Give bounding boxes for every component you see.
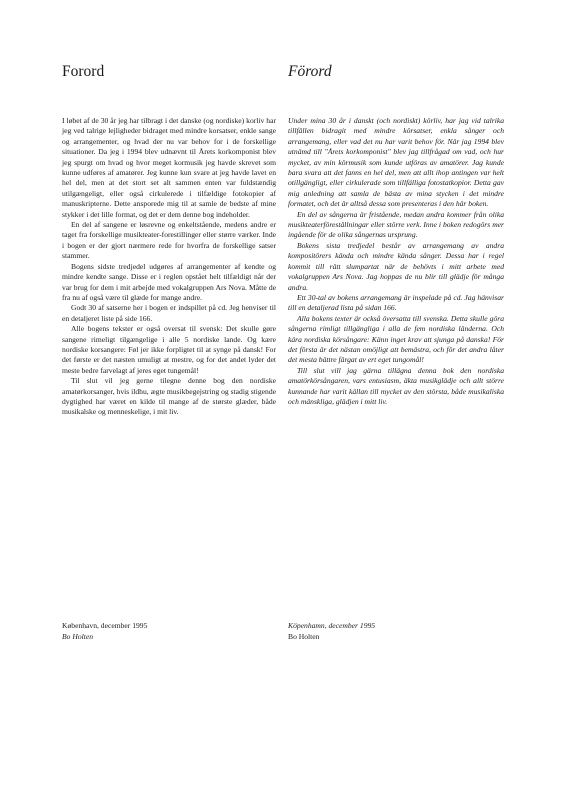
danish-author: Bo Holten <box>62 632 94 641</box>
danish-paragraph: Godt 30 af satserne her i bogen er indspillet på cd. Jeg henviser til en detaljeret liste på side 166. <box>62 303 276 323</box>
swedish-place-date: Köpenhamn, december 1995 <box>288 621 376 630</box>
danish-signature <box>62 620 147 642</box>
swedish-title: Förord <box>288 63 332 80</box>
swedish-paragraph: Till slut vill jag gärna tillägna denna bok den nordiska amatörkörsångaren, vars entusiasm, äkta musikglädje och allt större kunnande har varit källan till mycket av den största, både musikaliska och mänskliga, glädjen i mitt liv. <box>288 365 504 406</box>
swedish-paragraph: Ett 30-tal av bokens arrangemang är inspelade på cd. Jag hänvisar till en detaljerad lista på sidan 166. <box>288 292 504 313</box>
danish-paragraph: Til slut vil jeg gerne tilegne denne bog den nordiske amatørkorsanger, hvis ildhu, ægte musikbegejstring og stadig stigende dygtighed har været en kilde til mange af de største glæder, både musikalske og menneskelige, i mit liv. <box>62 376 276 417</box>
swedish-paragraph: Alla bokens texter är också översatta till svenska. Detta skulle göra sångerna rimligt tillgängliga i alla de fem nordiska länderna. Och kära nordiska körsångare: Känn inget krav att sjunga på danska! För det första är det nästan omöjligt att bemästra, och för det andra låter det mesta bättre färgat av ert eget tungomål! <box>288 313 504 365</box>
swedish-paragraph: Under mina 30 år i danskt (och nordiskt) körliv, har jag vid talrika tillfällen bidragit med mindre körsatser, enkla sånger och arrangemang, eller vad det nu har varit behov för. När jag 1994 blev utnämd till "Årets korkomponist" blev jag tillfrågad om vad, och hur mycket, av min körmusik som kunde utföras av amatörer. Jag kunde bara svara att det fanns en hel del, men att allt ihop antingen var helt otillgängligt, eller cirkulerade som tillfälliga fotostatkopior. Detta gav mig anledning att samla de bästa av mina stycken i det mindre formatet, och det är alltså dessa som presenteras i den här boken. <box>288 116 504 209</box>
swedish-signature <box>288 620 375 642</box>
danish-paragraph: Bogens sidste tredjedel udgøres af arrangementer af kendte og mindre kendte sange. Disse er i reglen opstået helt tilfældigt når der var brug for dem i mit arbejde med vokalgruppen Ars Nova. Måtte de fra nu af også være til glæde for mange andre. <box>62 261 276 302</box>
danish-body <box>62 116 276 418</box>
swedish-paragraph: En del av sångerna är fristående, medan andra kommer från olika musikteaterföreställningar eller större verk. Inne i boken redogörs mer ingående för de olika sångernas ursprung. <box>288 209 504 240</box>
danish-title: Forord <box>62 63 105 80</box>
swedish-paragraph: Bokens sista tredjedel består av arrangemang av andra kompositörers kända och mindre kända sånger. Dessa har i regel kommit till rätt slumpartat när de behövts i mitt arbete med vokalgruppen Ars Nova. Jag hoppas de nu blir till glädje för många andra. <box>288 240 504 292</box>
swedish-author: Bo Holten <box>288 632 320 641</box>
danish-paragraph: Alle bogens tekster er også oversat til svensk: Det skulle gøre sangene rimeligt tilgængelige i alle 5 nordiske lande. Og kære nordiske korsangere: Føl jer ikke forpligtet til at synge på dansk! For det første er det næsten umuligt at mestre, og for det andet lyder det meste bedre farvelagt af jeres eget tungemål! <box>62 324 276 375</box>
danish-place-date: København, december 1995 <box>62 621 148 630</box>
danish-paragraph: En del af sangene er løsrevne og enkeltstående, medens andre er taget fra forskellige musikteater-forestillinger eller større værker. Inde i bogen er der gjort nærmere rede for hvorfra de forskellige satser stammer. <box>62 220 276 261</box>
danish-paragraph: I løbet af de 30 år jeg har tilbragt i det danske (og nordiske) korliv har jeg ved talrige lejligheder bidraget med mindre korsatser, enkle sange og arrangementer, og hvad der nu var behov for i de forskellige situationer. Da jeg i 1994 blev udnævnt til Årets korkomponist blev jeg spurgt om hvad og hvor meget kormusik jeg havde skrevet som kunne udføres af amatører. Jeg kunne kun svare at jeg havde lavet en hel del, men at det stort set alt sammen enten var fuldstændig utilgængeligt, eller også cirkulerede i tilfældige fotokopier af manuskripterne. Dette ansporede mig til at samle de bedste af mine stykker i det lille format, og det er dem denne bog indeholder. <box>62 116 276 219</box>
swedish-body <box>288 116 504 407</box>
